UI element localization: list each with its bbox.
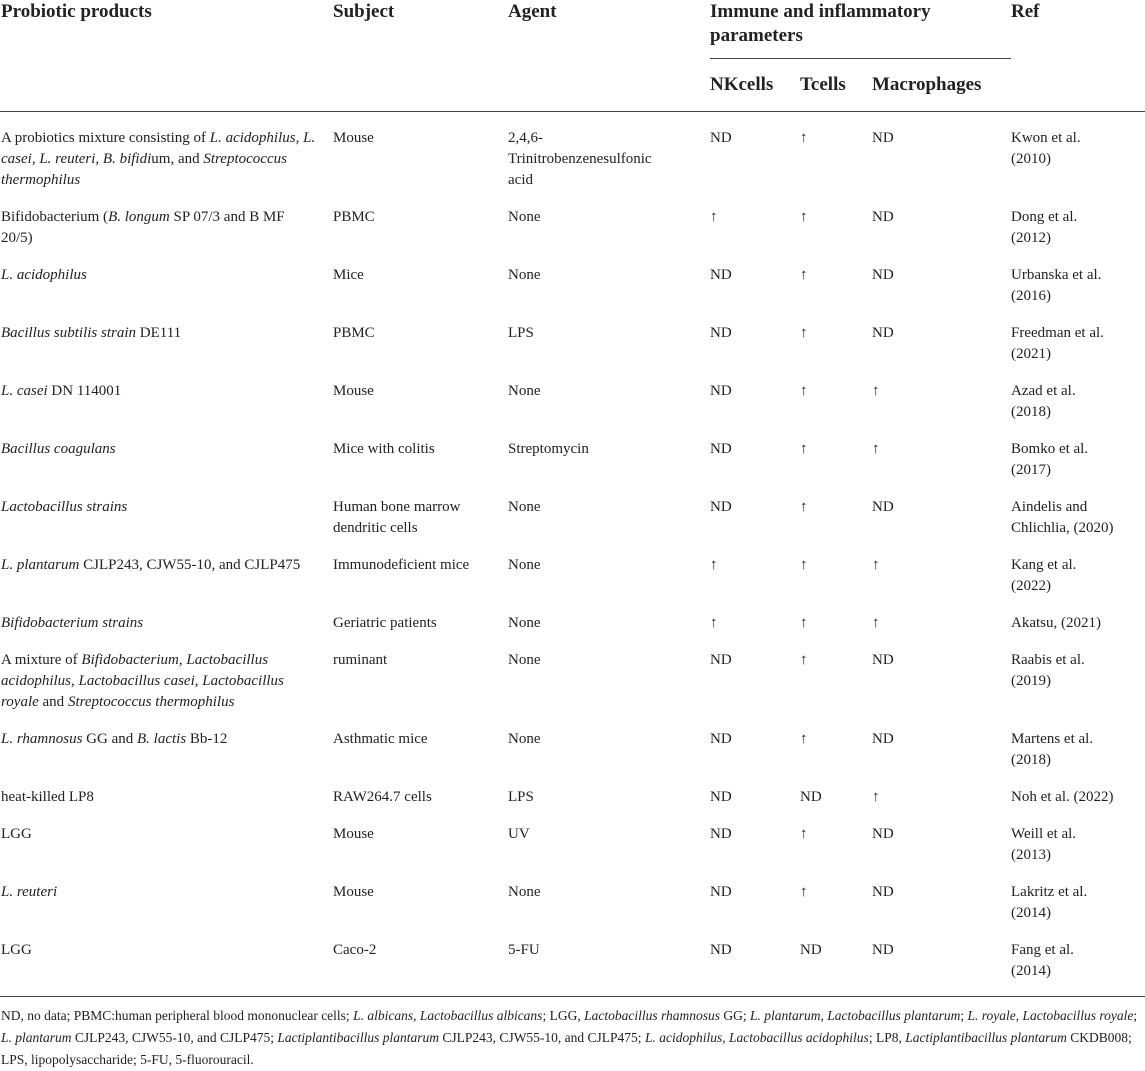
header-tcells: Tcells xyxy=(800,74,846,95)
header-subject: Subject xyxy=(333,1,395,22)
table-row xyxy=(0,365,1145,423)
header-parameters: Immune and inflammatory parameters xyxy=(710,0,1011,59)
cell-subject: PBMC xyxy=(333,209,375,225)
cell-nkcells: ND xyxy=(710,383,732,399)
cell-subject: PBMC xyxy=(333,325,375,341)
cell-product: heat-killed LP8 xyxy=(1,789,94,805)
cell-tcells: ↑ xyxy=(800,209,808,225)
cell-tcells: ND xyxy=(800,924,872,997)
cell-agent: UV xyxy=(508,826,530,842)
cell-agent: 5-FU xyxy=(508,924,710,997)
cell-nkcells: ND xyxy=(710,924,800,997)
table-row xyxy=(0,866,1145,924)
cell-subject: Mice with colitis xyxy=(333,441,435,457)
cell-ref: Weill et al. (2013) xyxy=(1011,826,1077,863)
cell-agent: None xyxy=(508,615,541,631)
cell-product: LGG xyxy=(0,924,333,997)
cell-nkcells: ND xyxy=(710,826,732,842)
cell-agent: LPS xyxy=(508,325,534,341)
cell-subject: Mouse xyxy=(333,884,374,900)
table-row xyxy=(0,191,1145,249)
cell-ref: Urbanska et al. (2016) xyxy=(1011,267,1102,304)
cell-nkcells: ND xyxy=(710,325,732,341)
cell-nkcells: ND xyxy=(710,130,732,146)
cell-macrophages: ND xyxy=(872,209,894,225)
table-row xyxy=(0,481,1145,539)
cell-ref: Dong et al. (2012) xyxy=(1011,209,1078,246)
header-agent: Agent xyxy=(508,1,557,22)
table-row xyxy=(0,307,1145,365)
cell-tcells: ↑ xyxy=(800,383,808,399)
cell-product: L. casei DN 114001 xyxy=(1,383,122,399)
cell-agent: 2,4,6-Trinitrobenzenesulfonic acid xyxy=(508,130,652,188)
cell-nkcells: ↑ xyxy=(710,557,718,573)
cell-product: Bacillus subtilis strain DE111 xyxy=(1,325,182,341)
cell-agent: None xyxy=(508,884,541,900)
cell-tcells: ↑ xyxy=(800,325,808,341)
cell-macrophages: ND xyxy=(872,652,894,668)
cell-ref: Lakritz et al. (2014) xyxy=(1011,884,1088,921)
cell-ref: Akatsu, (2021) xyxy=(1011,615,1102,631)
cell-subject: Caco-2 xyxy=(333,924,508,997)
cell-product: A probiotics mixture consisting of L. acidophilus, L. casei, L. reuteri, B. bifidium, and Streptococcus thermophilus xyxy=(1,130,316,188)
cell-tcells: ↑ xyxy=(800,557,808,573)
cell-tcells: ↑ xyxy=(800,731,808,747)
cell-ref: Aindelis and Chlichlia, (2020) xyxy=(1011,499,1114,536)
cell-tcells: ↑ xyxy=(800,499,808,515)
cell-ref: Bomko et al. (2017) xyxy=(1011,441,1089,478)
cell-product: Bacillus coagulans xyxy=(1,441,116,457)
table-row xyxy=(0,771,1145,808)
cell-product: LGG xyxy=(1,826,32,842)
cell-product: L. rhamnosus GG and B. lactis Bb-12 xyxy=(1,731,228,747)
cell-nkcells: ND xyxy=(710,652,732,668)
cell-macrophages: ND xyxy=(872,499,894,515)
cell-subject: ruminant xyxy=(333,652,388,668)
cell-ref: Martens et al. (2018) xyxy=(1011,731,1094,768)
header-nkcells: NKcells xyxy=(710,74,774,95)
cell-macrophages: ↑ xyxy=(872,557,880,573)
cell-product: L. acidophilus xyxy=(1,267,87,283)
cell-product: Bifidobacterium strains xyxy=(1,615,144,631)
table-row xyxy=(0,423,1145,481)
table-row xyxy=(0,597,1145,634)
cell-agent: None xyxy=(508,499,541,515)
cell-macrophages: ND xyxy=(872,267,894,283)
cell-ref: Raabis et al. (2019) xyxy=(1011,652,1085,689)
cell-agent: None xyxy=(508,267,541,283)
table-row xyxy=(0,539,1145,597)
cell-ref: Noh et al. (2022) xyxy=(1011,789,1114,805)
header-macrophages: Macrophages xyxy=(872,74,982,95)
cell-subject: Human bone marrow dendritic cells xyxy=(333,499,461,536)
cell-ref: Freedman et al. (2021) xyxy=(1011,325,1104,362)
cell-macrophages: ND xyxy=(872,826,894,842)
cell-tcells: ↑ xyxy=(800,826,808,842)
header-ref: Ref xyxy=(1011,1,1040,22)
cell-agent: LPS xyxy=(508,789,534,805)
table-row xyxy=(0,634,1145,713)
cell-subject: Mouse xyxy=(333,383,374,399)
cell-agent: Streptomycin xyxy=(508,441,589,457)
cell-macrophages: ND xyxy=(872,130,894,146)
cell-nkcells: ND xyxy=(710,267,732,283)
cell-agent: None xyxy=(508,209,541,225)
cell-agent: None xyxy=(508,731,541,747)
cell-tcells: ND xyxy=(800,789,822,805)
cell-subject: Mice xyxy=(333,267,364,283)
cell-agent: None xyxy=(508,652,541,668)
cell-subject: Mouse xyxy=(333,130,374,146)
cell-nkcells: ND xyxy=(710,884,732,900)
cell-ref: Azad et al. (2018) xyxy=(1011,383,1076,420)
cell-subject: Mouse xyxy=(333,826,374,842)
cell-nkcells: ND xyxy=(710,789,732,805)
table-row xyxy=(0,713,1145,771)
cell-macrophages: ND xyxy=(872,325,894,341)
cell-subject: Geriatric patients xyxy=(333,615,437,631)
cell-ref: Kwon et al. (2010) xyxy=(1011,130,1081,167)
cell-macrophages: ND xyxy=(872,884,894,900)
cell-product: Lactobacillus strains xyxy=(1,499,128,515)
cell-subject: Asthmatic mice xyxy=(333,731,428,747)
cell-agent: None xyxy=(508,383,541,399)
cell-tcells: ↑ xyxy=(800,267,808,283)
cell-product: L. reuteri xyxy=(1,884,58,900)
table-row xyxy=(0,249,1145,307)
cell-macrophages: ↑ xyxy=(872,615,880,631)
cell-subject: RAW264.7 cells xyxy=(333,789,432,805)
cell-nkcells: ↑ xyxy=(710,209,718,225)
table-footnote: ND, no data; PBMC:human peripheral blood mononuclear cells; L. albicans, Lactobacillus albicans; LGG, Lactobacillus rhamnosus GG; L. plantarum, Lactobacillus plantarum; L. royale, Lactobacillus royale; L. plantarum CJLP243, CJW55-10, and CJLP475; Lactiplantibacillus plantarum CJLP243, CJW55-10, and CJLP475; L. acidophilus, Lactobacillus acidophilus; LP8, Lactiplantibacillus plantarum CKDB008; LPS, lipopolysaccharide; 5-FU, 5-fluorouracil. xyxy=(1,1008,1138,1067)
cell-macrophages: ↑ xyxy=(872,383,880,399)
cell-nkcells: ND xyxy=(710,499,732,515)
cell-macrophages: ND xyxy=(872,924,1011,997)
cell-macrophages: ↑ xyxy=(872,789,880,805)
cell-nkcells: ND xyxy=(710,731,732,747)
cell-ref: Fang et al. (2014) xyxy=(1011,924,1145,997)
cell-ref: Kang et al. (2022) xyxy=(1011,557,1077,594)
cell-nkcells: ↑ xyxy=(710,615,718,631)
cell-product: L. plantarum CJLP243, CJW55-10, and CJLP475 xyxy=(1,557,301,573)
cell-subject: Immunodeficient mice xyxy=(333,557,470,573)
cell-product: Bifidobacterium (B. longum SP 07/3 and B MF 20/5) xyxy=(1,209,285,246)
cell-agent: None xyxy=(508,557,541,573)
table-row xyxy=(0,808,1145,866)
table-row xyxy=(0,924,1145,997)
cell-tcells: ↑ xyxy=(800,615,808,631)
cell-macrophages: ↑ xyxy=(872,441,880,457)
cell-macrophages: ND xyxy=(872,731,894,747)
cell-tcells: ↑ xyxy=(800,130,808,146)
cell-tcells: ↑ xyxy=(800,652,808,668)
cell-tcells: ↑ xyxy=(800,884,808,900)
cell-tcells: ↑ xyxy=(800,441,808,457)
cell-nkcells: ND xyxy=(710,441,732,457)
cell-product: A mixture of Bifidobacterium, Lactobacillus acidophilus, Lactobacillus casei, Lactobacillus royale and Streptococcus thermophilus xyxy=(1,652,284,710)
header-product: Probiotic products xyxy=(1,1,152,22)
table-row xyxy=(0,112,1145,192)
